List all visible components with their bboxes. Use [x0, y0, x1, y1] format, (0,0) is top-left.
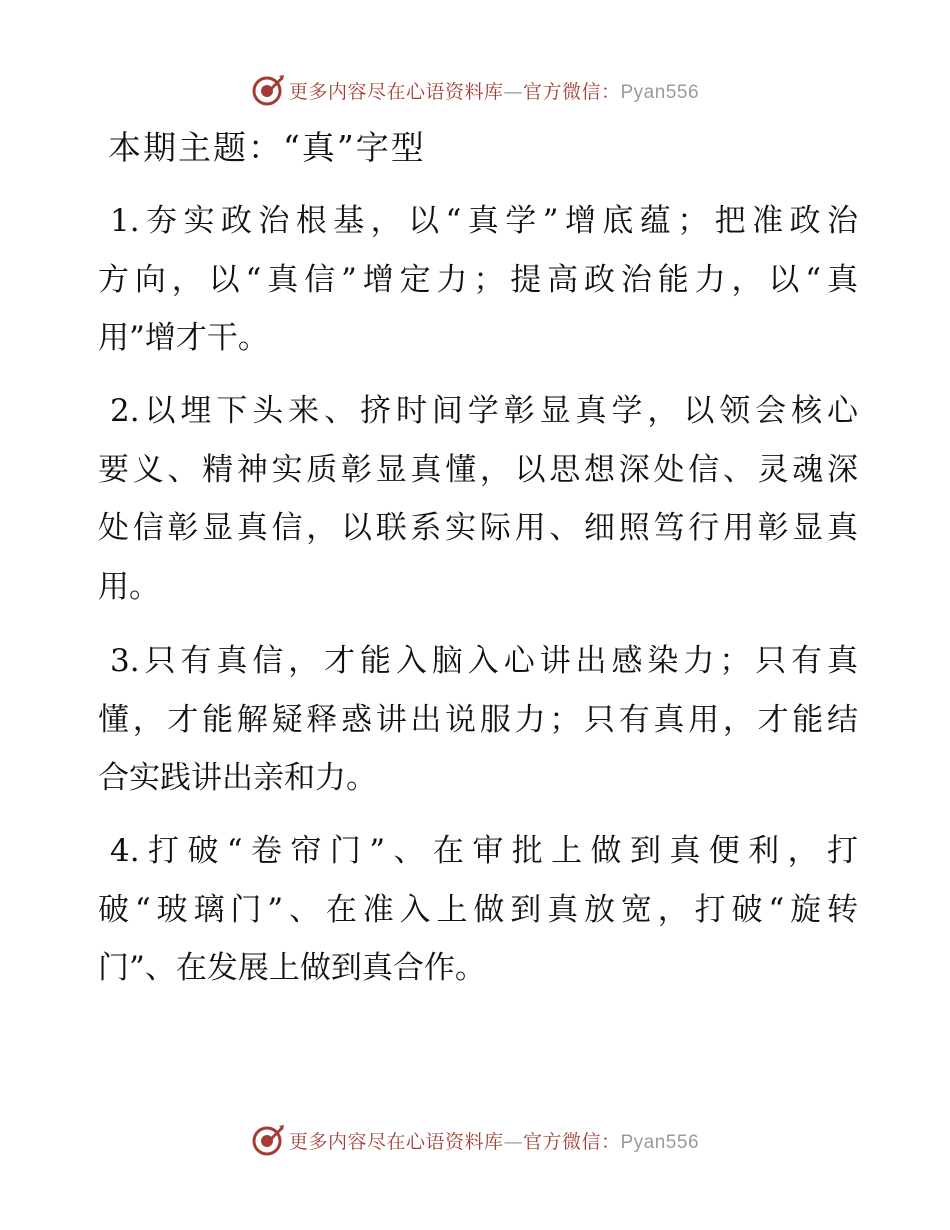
footer-banner: [0, 1120, 950, 1160]
footer-banner-wechat-label: 官方微信：: [522, 1130, 621, 1153]
footer-banner-wechat-id: Pyan556: [620, 1131, 700, 1153]
paragraph-line: 方向，以“真信”增定力；提高政治能力，以“真: [98, 261, 858, 298]
header-banner: [0, 70, 950, 110]
paragraph-line: 门”、在发展上做到真合作。: [98, 950, 486, 986]
footer-banner-text: [289, 1127, 699, 1154]
footer-banner-dash: —: [503, 1130, 523, 1153]
footer-banner-slogan: 更多内容尽在心语资料库: [288, 1130, 504, 1153]
header-banner-wechat-id: Pyan556: [620, 81, 700, 103]
paragraph-line: 用。: [98, 568, 160, 605]
paragraph-line: 3.只有真信，才能入脑入心讲出感染力；只有真: [110, 643, 858, 679]
document-title: 本期主题：“真”字型: [108, 128, 426, 167]
paragraph-1: [98, 192, 858, 368]
header-banner-wechat-label: 官方微信：: [522, 80, 621, 103]
header-banner-dash: —: [503, 80, 523, 103]
paragraph-line: 4.打破“卷帘门”、在审批上做到真便利，打: [110, 833, 858, 869]
paragraph-line: 2.以埋下头来、挤时间学彰显真学，以领会核心: [110, 393, 858, 429]
paragraph-line: 合实践讲出亲和力。: [98, 760, 377, 796]
paragraph-line: 懂，才能解疑释惑讲出说服力；只有真用，才能结: [98, 701, 858, 738]
paragraph-line: 处信彰显真信，以联系实际用、细照笃行用彰显真: [98, 510, 858, 546]
header-banner-text: [289, 77, 699, 104]
paragraph-line: 用”增才干。: [98, 320, 269, 356]
brand-logo-icon: [251, 73, 285, 107]
paragraph-3: [98, 632, 858, 808]
paragraph-2: [98, 382, 858, 616]
paragraph-4: [98, 822, 858, 998]
paragraph-line: 破“玻璃门”、在准入上做到真放宽，打破“旋转: [98, 891, 858, 928]
paragraph-line: 要义、精神实质彰显真懂，以思想深处信、灵魂深: [98, 451, 858, 488]
brand-logo-icon: [251, 1123, 285, 1157]
paragraph-line: 1.夯实政治根基，以“真学”增底蕴；把准政治: [110, 203, 858, 239]
header-banner-slogan: 更多内容尽在心语资料库: [288, 80, 504, 103]
